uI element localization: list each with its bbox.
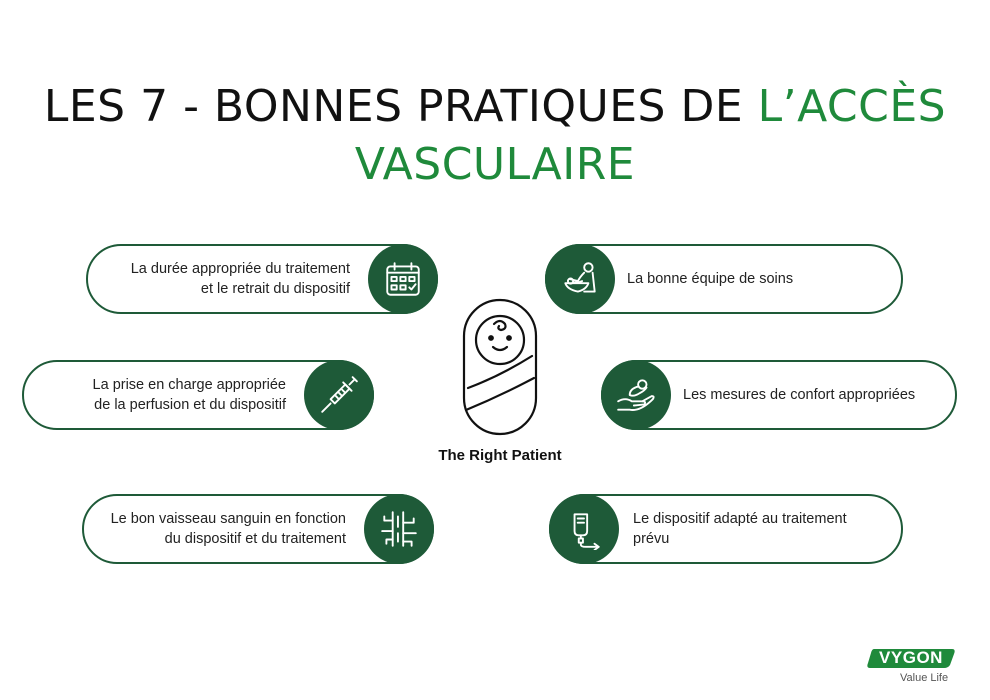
icon-badge (364, 494, 434, 564)
practice-label-line: La durée appropriée du traitement (130, 261, 350, 277)
practice-label (104, 496, 346, 562)
practice-label (108, 246, 350, 312)
syringe-icon (318, 374, 360, 416)
practice-care-team (545, 244, 903, 314)
icon-badge (304, 360, 374, 430)
iv-bag-icon (563, 508, 605, 550)
icon-badge (549, 494, 619, 564)
icon-badge (368, 244, 438, 314)
practice-label (633, 496, 881, 562)
title-line1-accent: L’ACCÈS (757, 81, 947, 132)
hand-baby-icon (615, 374, 657, 416)
practice-label (683, 362, 939, 428)
practice-label-line: Le dispositif adapté au traitement (633, 511, 847, 527)
icon-badge (545, 244, 615, 314)
brand-tagline: Value Life (900, 672, 949, 684)
practice-label-line: La prise en charge appropriée (92, 377, 286, 393)
title-line2-accent: VASCULAIRE (354, 139, 636, 190)
practice-label (44, 362, 286, 428)
brand-name: VYGON (879, 648, 943, 667)
brand-logo (866, 646, 956, 670)
nurse-baby-icon (559, 258, 601, 300)
calendar-icon (382, 258, 424, 300)
swaddled-baby-icon (460, 298, 540, 438)
practice-blood-vessel (82, 494, 434, 564)
practice-label-line: Les mesures de confort appropriées (683, 387, 916, 403)
practice-treatment-duration (86, 244, 438, 314)
practice-label (627, 246, 881, 312)
practice-label-line: et le retrait du dispositif (200, 281, 350, 297)
practice-label-line: du dispositif et du traitement (164, 531, 346, 547)
practice-perfusion-care (22, 360, 374, 430)
practice-label-line: prévu (633, 531, 670, 547)
icon-badge (601, 360, 671, 430)
center-label: The Right Patient (438, 447, 562, 464)
page-title (0, 78, 990, 194)
practice-label-line: La bonne équipe de soins (627, 271, 794, 287)
practice-comfort-measures (601, 360, 957, 430)
practice-label-line: de la perfusion et du dispositif (94, 397, 286, 413)
practice-label-line: Le bon vaisseau sanguin en fonction (110, 511, 346, 527)
practice-device (549, 494, 903, 564)
title-line1-prefix: LES 7 - BONNES PRATIQUES DE (43, 81, 758, 132)
vessels-icon (378, 508, 420, 550)
